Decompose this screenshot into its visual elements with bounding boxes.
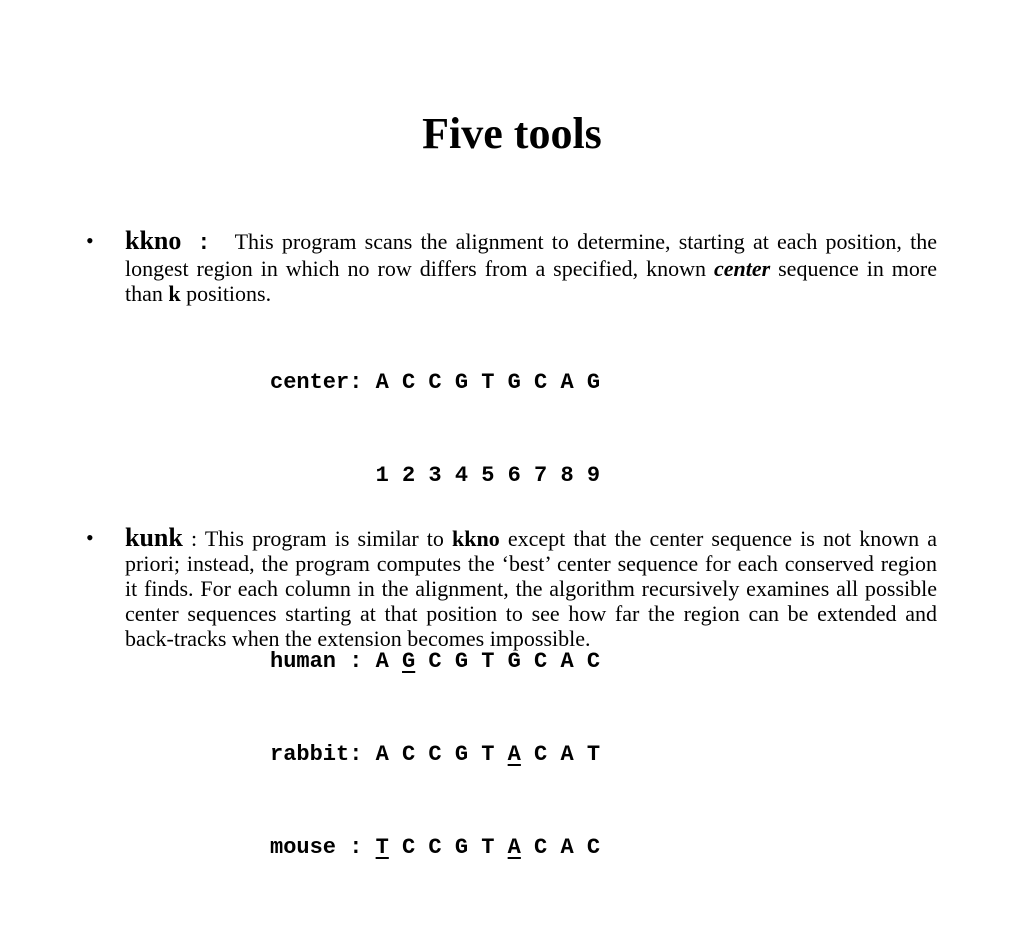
mouse-row — [270, 832, 600, 863]
bullet-kunk-text — [125, 525, 937, 651]
center-sequence: A C C G T G C A G — [362, 370, 601, 395]
center-label: center: — [270, 370, 363, 395]
mouse-seq-pre — [362, 835, 375, 860]
human-label: human : — [270, 649, 363, 674]
human-mismatch: G — [402, 649, 416, 674]
human-seq-pre: A — [362, 649, 403, 674]
separator: : — [181, 231, 227, 256]
kunk-description-part2: except that the center sequence is not known a priori; instead, the program computes the ‘best’ center sequence for each conserved region it finds. For each column in the alignment, the algorithm recursively examines all possible center sequences starting at that position to see how far the region can be extended and back-tracks when the extension becomes impossible. — [125, 526, 937, 651]
mouse-mismatch-1: T — [375, 835, 389, 860]
mouse-seq-post: C A C — [520, 835, 601, 860]
bullet-marker: • — [86, 228, 94, 253]
kkno-description-part2: sequence in more than — [125, 256, 938, 306]
slide-title: Five tools — [422, 109, 602, 158]
kkno-description-part1: This program scans the alignment to determine, starting at each position, the longest region in which no row differs from a specified, known — [125, 229, 937, 281]
bullet-marker: • — [86, 525, 94, 550]
mouse-mismatch-2: A — [507, 835, 521, 860]
rabbit-row — [270, 739, 600, 770]
kkno-reference: kkno — [452, 526, 500, 551]
mouse-label: mouse : — [270, 835, 363, 860]
k-word: k — [168, 281, 181, 306]
position-numbers: 1 2 3 4 5 6 7 8 9 — [270, 463, 601, 488]
center-row — [270, 367, 600, 398]
mouse-seq-mid: C C G T — [388, 835, 508, 860]
rabbit-seq-post: C A T — [520, 742, 601, 767]
rabbit-label: rabbit: — [270, 742, 363, 767]
position-row — [270, 460, 600, 491]
kkno-description-part3: positions. — [180, 281, 272, 306]
center-word: center — [713, 256, 771, 281]
human-seq-post: C G T G C A C — [415, 649, 601, 674]
separator: : — [182, 526, 205, 551]
tool-name-kunk: kunk — [125, 523, 183, 552]
rabbit-mismatch: A — [507, 742, 521, 767]
kunk-description-part1: This program is similar to — [204, 526, 453, 551]
tool-name-kkno: kkno — [125, 226, 182, 255]
rabbit-seq-pre: A C C G T — [362, 742, 508, 767]
bullet-kkno-text — [125, 228, 937, 306]
